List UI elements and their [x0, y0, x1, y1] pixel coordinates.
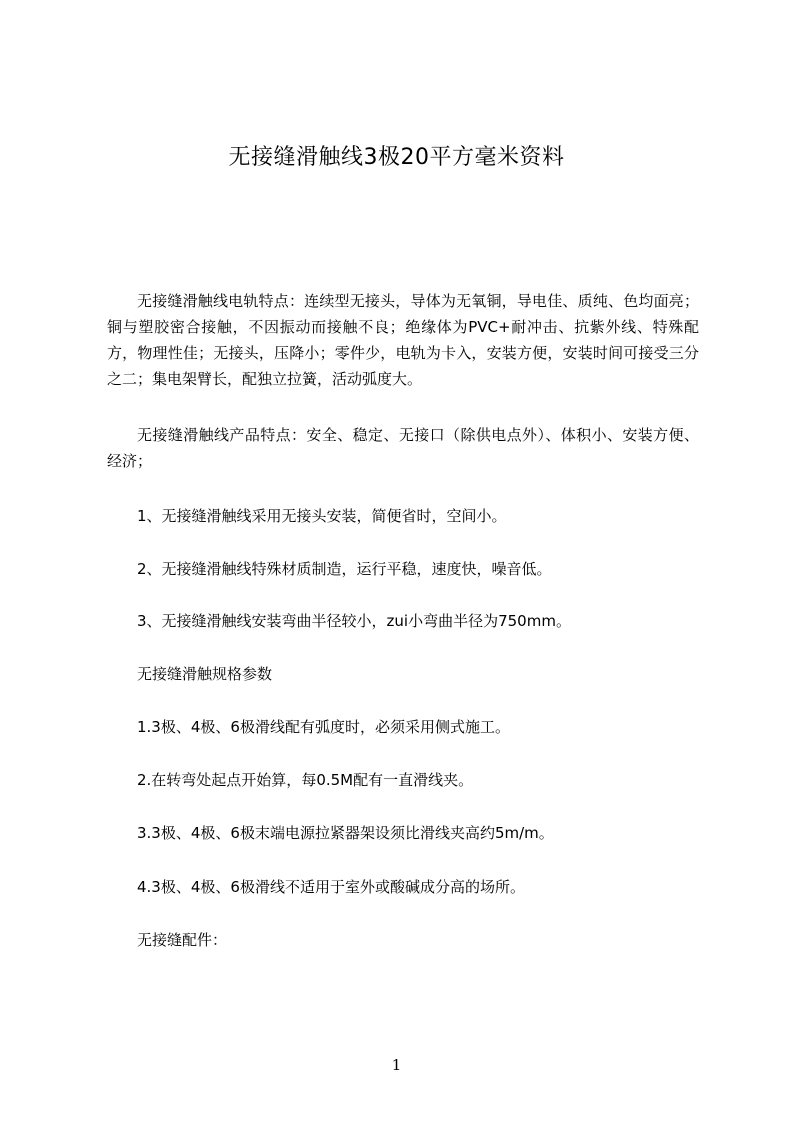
list-item: 2、无接缝滑触线特殊材质制造，运行平稳，速度快，噪音低。	[137, 560, 552, 578]
list-item: 3.3极、4极、6极末端电源拉紧器架设须比滑线夹高约5m/m。	[137, 824, 554, 842]
paragraph-product-features: 无接缝滑触线产品特点：安全、稳定、无接口（除供电点外）、体积小、安装方便、经济；	[107, 426, 699, 470]
list-item: 4.3极、4极、6极滑线不适用于室外或酸碱成分高的场所。	[137, 878, 525, 896]
page-number: 1	[391, 1056, 402, 1074]
section-heading-spec-params: 无接缝滑触规格参数	[137, 665, 273, 683]
section-heading-accessories: 无接缝配件：	[137, 931, 228, 949]
list-item: 1、无接缝滑触线采用无接头安装，简便省时，空间小。	[137, 507, 507, 525]
paragraph-rail-features: 无接缝滑触线电轨特点：连续型无接头，导体为无氧铜，导电佳、质纯、色均面亮；铜与塑胶密合接触，不因振动而接触不良；绝缘体为PVC+耐冲击、抗紫外线、特殊配方，物理性佳；无接头，压降小；零件少，电轨为卡入，安装方便，安装时间可接受三分之二；集电架臂长，配独立拉簧，活动弧度大。	[107, 292, 699, 388]
list-item: 2.在转弯处起点开始算，每0.5M配有一直滑线夹。	[137, 771, 474, 789]
list-item: 1.3极、4极、6极滑线配有弧度时，必须采用侧式施工。	[137, 718, 510, 736]
document-title: 无接缝滑触线3极20平方毫米资料	[228, 145, 565, 170]
list-item: 3、无接缝滑触线安装弯曲半径较小，zui小弯曲半径为750mm。	[137, 612, 571, 630]
